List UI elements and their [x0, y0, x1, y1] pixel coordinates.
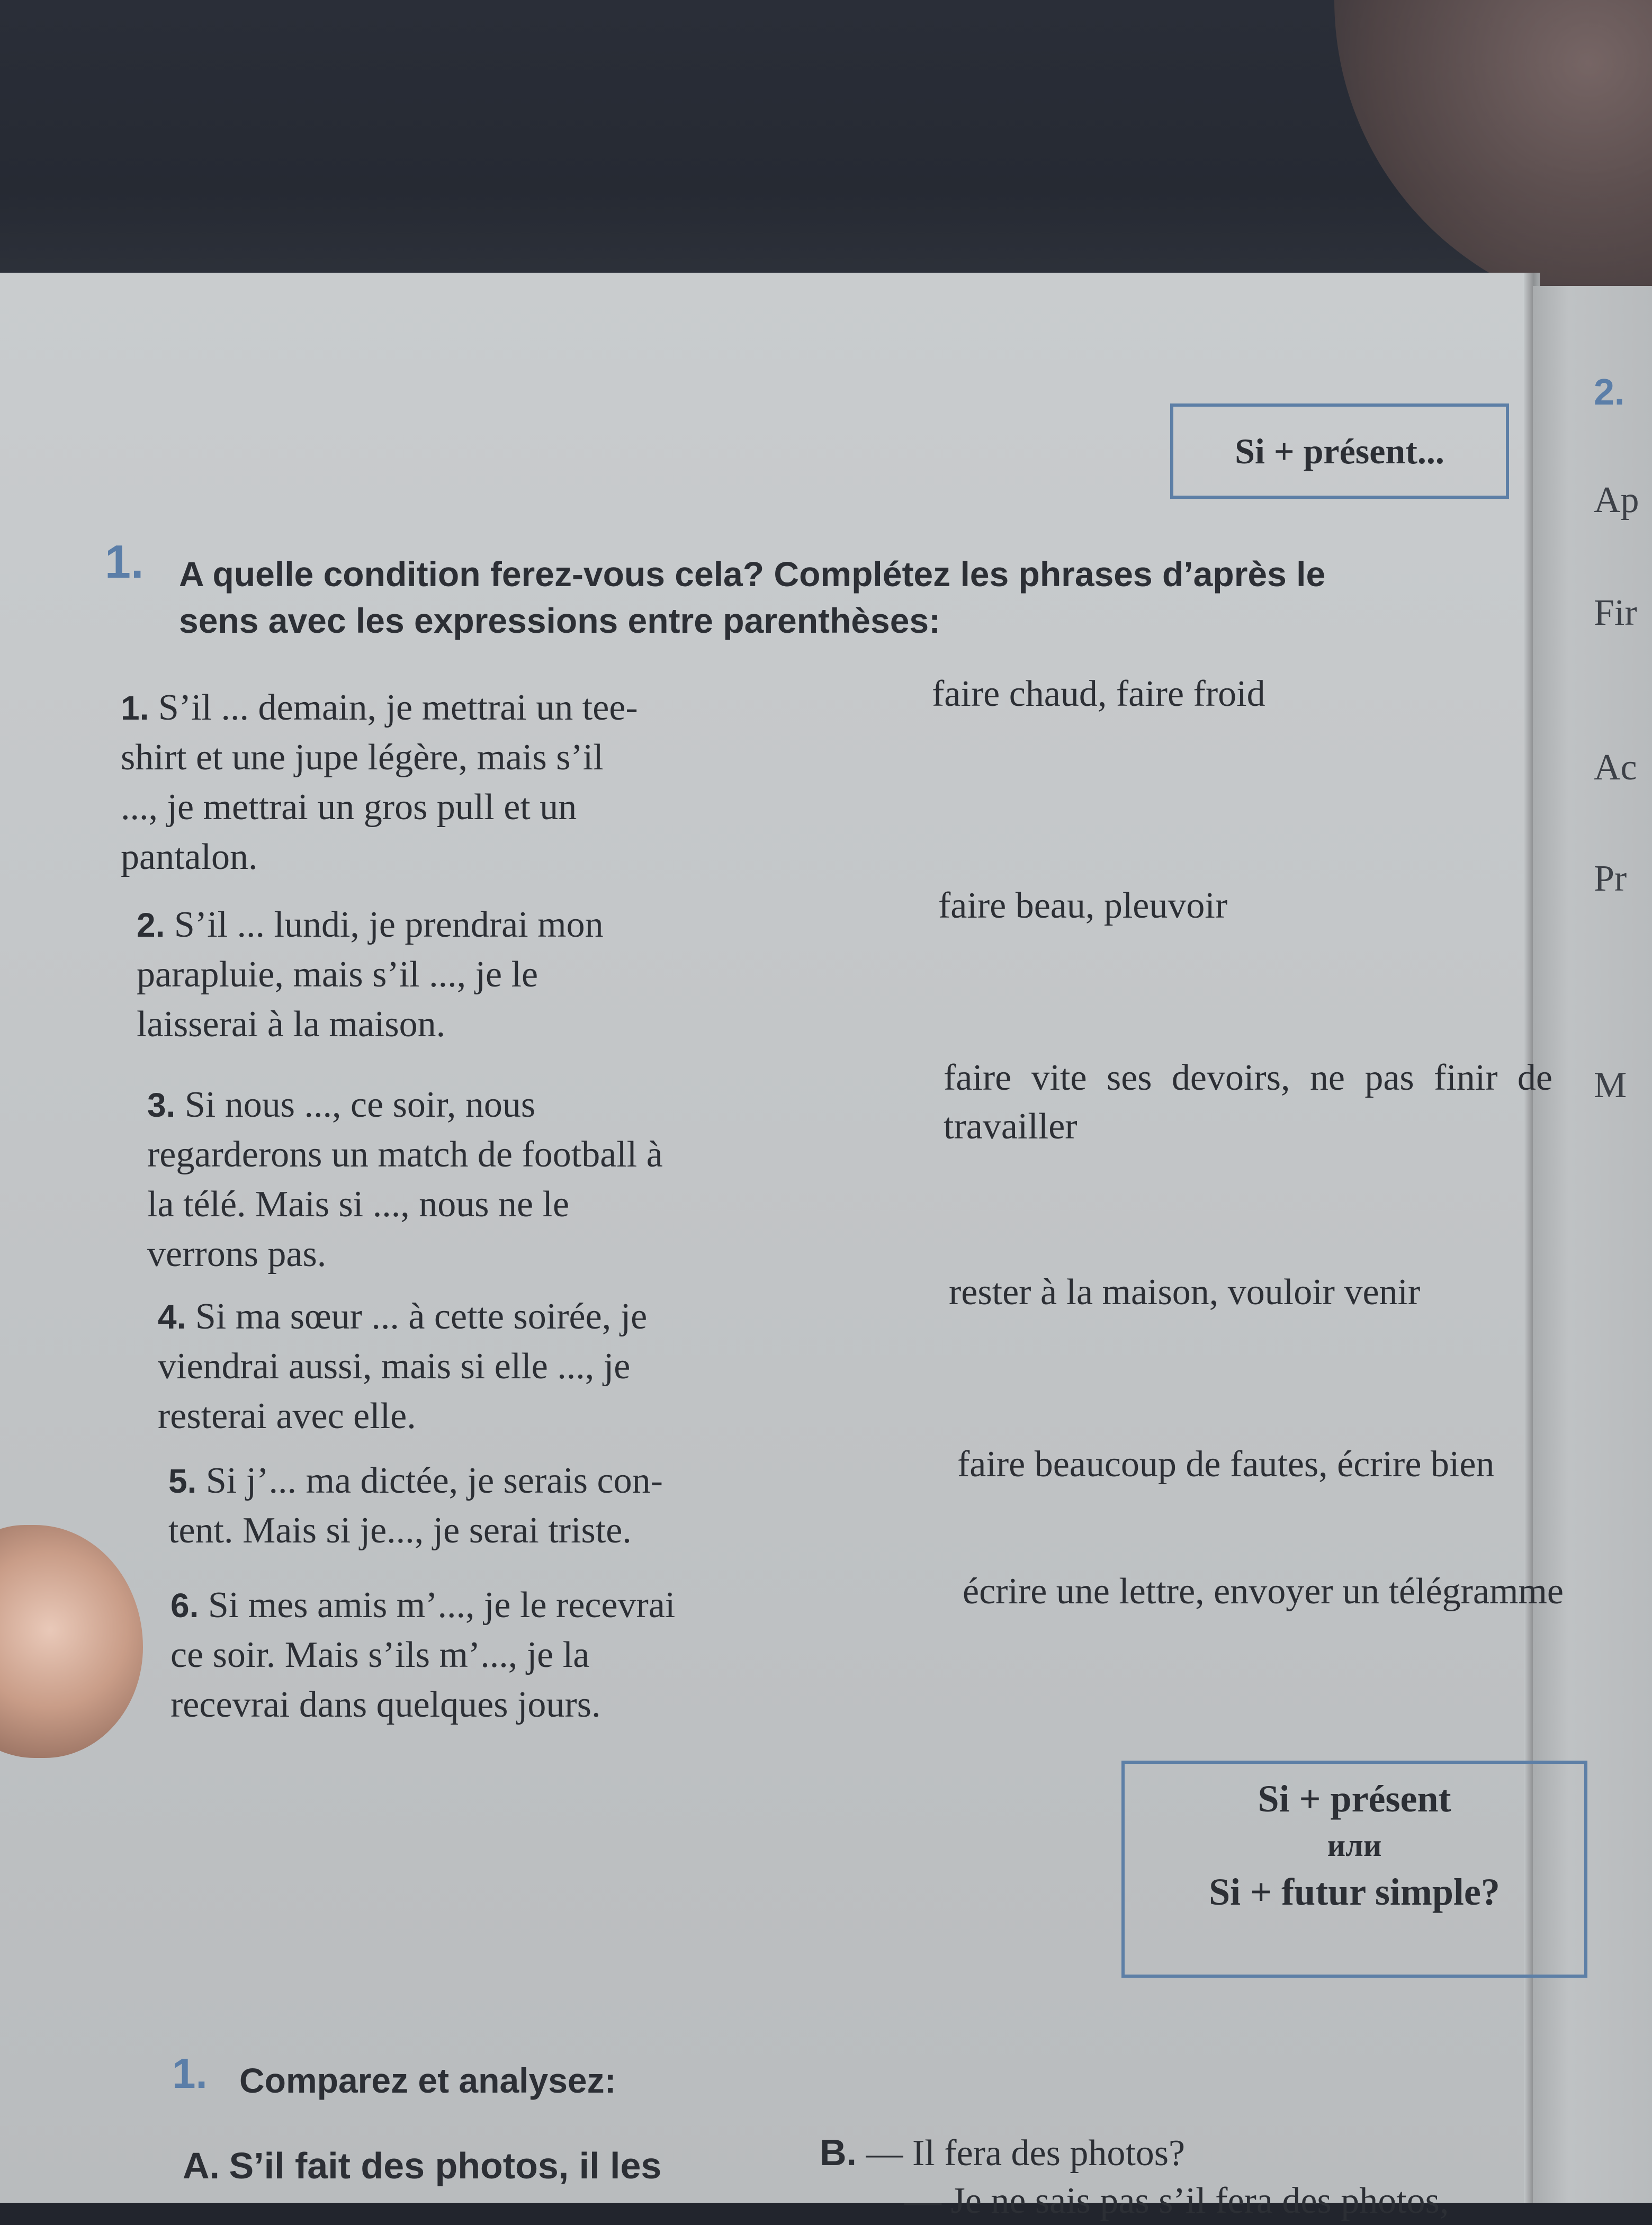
exercise-item [158, 1292, 878, 1441]
item-line: regarderons un match de football à [147, 1134, 663, 1175]
example-text: S’il fait des photos, il les [229, 2145, 662, 2186]
exercise-title-line: sens avec les expressions entre parenthèses: [179, 601, 941, 640]
next-page-fragment: Ap [1594, 480, 1639, 521]
item-line: recevrai dans quelques jours. [170, 1684, 601, 1725]
item-hint: faire chaud, faire froid [932, 674, 1265, 714]
exercise-item [121, 683, 841, 882]
item-number: 3. [147, 1086, 176, 1124]
example-line: — Je ne sais pas s’il fera des photos, [904, 2181, 1449, 2221]
exercise-item [170, 1581, 891, 1730]
example-b [820, 2129, 1646, 2225]
exercise-title: Comparez et analysez: [239, 2061, 616, 2100]
item-line: ce soir. Mais s’ils m’..., je la [170, 1635, 590, 1675]
rule-line: или [1327, 1828, 1382, 1863]
rule-line: Si + futur simple? [1209, 1871, 1500, 1913]
exercise-title-line: A quelle condition ferez-vous cela? Complétez les phrases d’après le [179, 554, 1326, 594]
example-label: A. [183, 2145, 220, 2186]
item-line: verrons pas. [147, 1234, 327, 1275]
item-line: Si nous ..., ce soir, nous [184, 1084, 536, 1125]
item-line: viendrai aussi, mais si elle ..., je [158, 1346, 631, 1387]
item-hint: faire beaucoup de fautes, écrire bien [957, 1444, 1495, 1485]
item-line: S’il ... lundi, je prendrai mon [174, 904, 604, 945]
item-line: la télé. Mais si ..., nous ne le [147, 1184, 570, 1225]
rule-box-si-present-or-futur [1121, 1761, 1587, 1978]
next-page-exercise-number: 2. [1594, 371, 1625, 412]
item-line: Si mes amis m’..., je le recevrai [208, 1585, 676, 1626]
item-line: S’il ... demain, je mettrai un tee- [158, 687, 638, 728]
next-page-fragment: Fir [1594, 593, 1637, 633]
example-a [183, 2142, 661, 2191]
item-line: Si j’... ma dictée, je serais con- [205, 1460, 663, 1501]
exercise-number: 1. [172, 2050, 208, 2097]
exercise-item [137, 900, 857, 1049]
item-number: 2. [137, 906, 165, 944]
item-line: pantalon. [121, 837, 258, 877]
rule-box-si-present: Si + présent... [1170, 403, 1509, 499]
next-page-fragment: Ac [1594, 747, 1637, 788]
item-hint: écrire une lettre, envoyer un télégramme [963, 1571, 1564, 1612]
item-number: 6. [170, 1586, 199, 1625]
item-hint: faire vite ses devoirs, ne pas finir de travailler [944, 1057, 1552, 1147]
item-line: parapluie, mais s’il ..., je le [137, 954, 538, 995]
exercise-title [179, 551, 1524, 644]
item-number: 5. [168, 1462, 197, 1500]
exercise-number: 1. [105, 535, 144, 588]
rule-line: Si + présent [1258, 1778, 1451, 1820]
item-line: shirt et une jupe légère, mais s’il [121, 737, 604, 778]
item-line: resterai avec elle. [158, 1396, 416, 1437]
example-line: — Il fera des photos? [866, 2133, 1186, 2174]
item-line: Si ma sœur ... à cette soirée, je [195, 1296, 648, 1337]
exercise-item [168, 1456, 888, 1556]
item-line: ..., je mettrai un gros pull et un [121, 787, 577, 828]
item-number: 1. [121, 689, 149, 727]
next-page-fragment: Pr [1594, 858, 1627, 899]
item-number: 4. [158, 1298, 186, 1336]
exercise-item [147, 1080, 867, 1279]
next-page-fragment: M [1594, 1065, 1627, 1106]
item-hint: faire beau, pleuvoir [938, 885, 1228, 926]
item-line: tent. Mais si je..., je serai triste. [168, 1510, 632, 1551]
item-line: laisserai à la maison. [137, 1004, 446, 1045]
example-label: B. [820, 2132, 857, 2173]
item-hint: rester à la maison, vouloir venir [949, 1272, 1421, 1313]
